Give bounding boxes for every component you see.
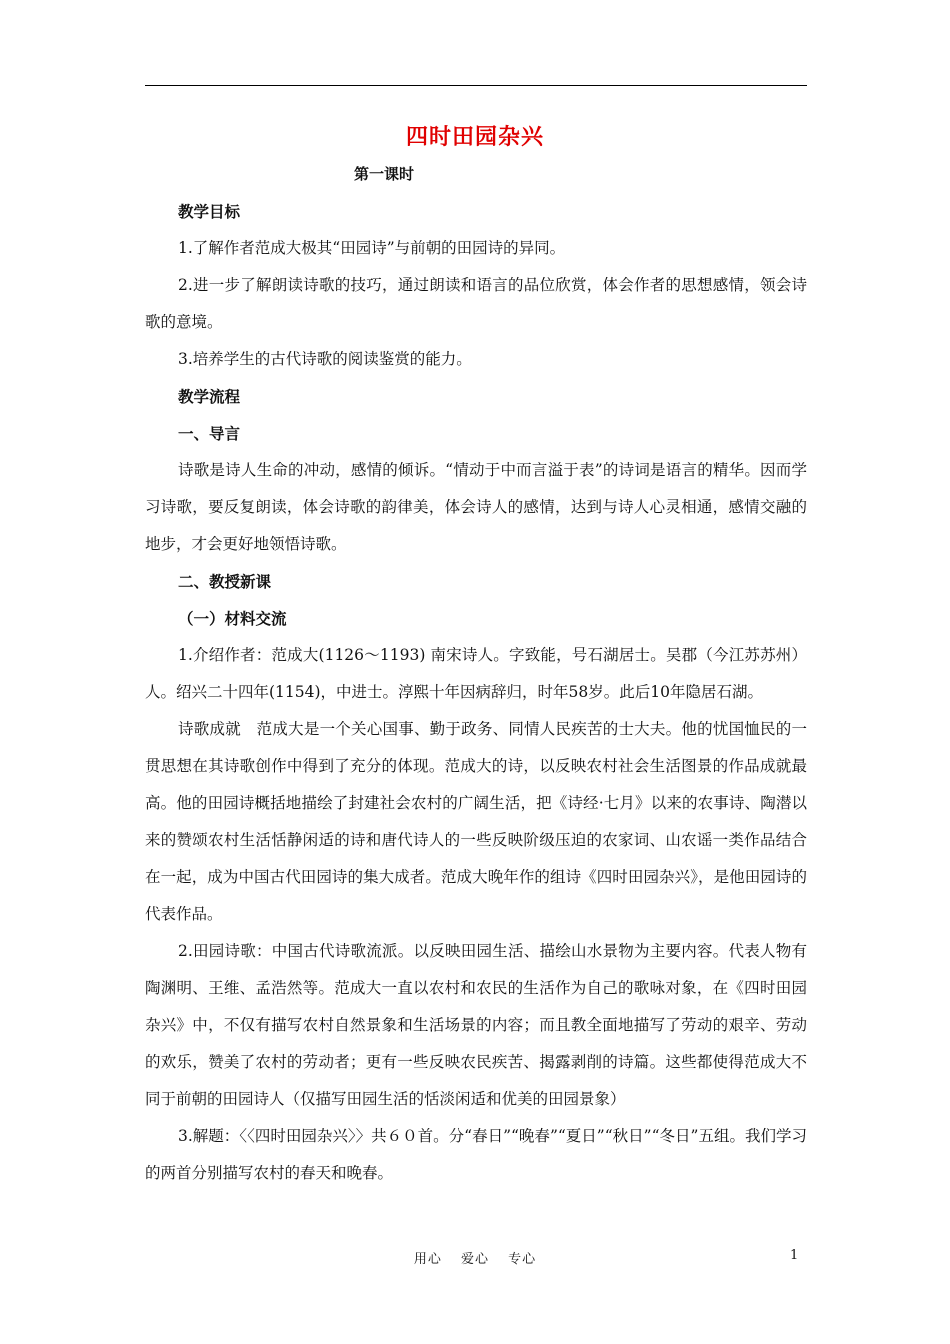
goal-1: 1.了解作者范成大极其“田园诗”与前朝的田园诗的异同。 <box>178 239 566 257</box>
achievement-paragraph: 诗歌成就 范成大是一个关心国事、勤于政务、同情人民疾苦的士大夫。他的忧国恤民的一贯思想在其诗歌创作中得到了充分的体现。范成大的诗，以反映农村社会生活图景的作品成就最高。他的田园诗概括地描绘了封建社会农村的广阔生活，把《诗经·七月》以来的农事诗、陶潜以来的赞颂农村生活恬静闲适的诗和唐代诗人的一些反映阶级压迫的农家词、山农谣一类作品结合在一起，成为中国古代田园诗的集大成者。范成大晚年作的组诗《四时田园杂兴》，是他田园诗的代表作品。 <box>145 720 807 923</box>
header-rule <box>145 85 807 86</box>
document-body <box>145 193 807 1192</box>
author-paragraph: 1.介绍作者：范成大(1126～1193) 南宋诗人。字致能，号石湖居士。吴郡（今江苏苏州）人。绍兴二十四年(1154)，中进士。淳熙十年因病辞归，时年58岁。此后10年隐居石湖。 <box>145 646 807 701</box>
material-heading: （一）材料交流 <box>178 609 287 628</box>
intro-paragraph: 诗歌是诗人生命的冲动，感情的倾诉。“情动于中而言溢于表”的诗词是语言的精华。因而学习诗歌，要反复朗读，体会诗歌的韵律美，体会诗人的感情，达到与诗人心灵相通，感情交融的地步，才会更好地领悟诗歌。 <box>145 461 807 553</box>
new-lesson-heading: 二、教授新课 <box>178 572 272 591</box>
process-heading: 教学流程 <box>178 387 241 406</box>
page-number: 1 <box>790 1248 799 1263</box>
goals-heading: 教学目标 <box>178 202 241 221</box>
lesson-subtitle: 第一课时 <box>354 165 415 183</box>
intro-heading: 一、导言 <box>178 424 241 443</box>
footer-motto: 用心 爱心 专心 <box>413 1252 537 1267</box>
title-explanation-paragraph: 3.解题：〈〈四时田园杂兴〉〉共６０首。分“春日”“晚春”“夏日”“秋日”“冬日”五组。我们学习的两首分别描写农村的春天和晚春。 <box>145 1127 807 1182</box>
goal-2: 2.进一步了解朗读诗歌的技巧，通过朗读和语言的品位欣赏，体会作者的思想感情，领会诗歌的意境。 <box>145 276 807 331</box>
pastoral-poetry-paragraph: 2.田园诗歌：中国古代诗歌流派。以反映田园生活、描绘山水景物为主要内容。代表人物有陶渊明、王维、孟浩然等。范成大一直以农村和农民的生活作为自己的歌咏对象，在《四时田园杂兴》中，不仅有描写农村自然景象和生活场景的内容；而且教全面地描写了劳动的艰辛、劳动的欢乐，赞美了农村的劳动者；更有一些反映农民疾苦、揭露剥削的诗篇。这些都使得范成大不同于前朝的田园诗人（仅描写田园生活的恬淡闲适和优美的田园景象） <box>145 942 807 1108</box>
goal-3: 3.培养学生的古代诗歌的阅读鉴赏的能力。 <box>178 350 472 368</box>
document-title: 四时田园杂兴 <box>405 124 544 150</box>
